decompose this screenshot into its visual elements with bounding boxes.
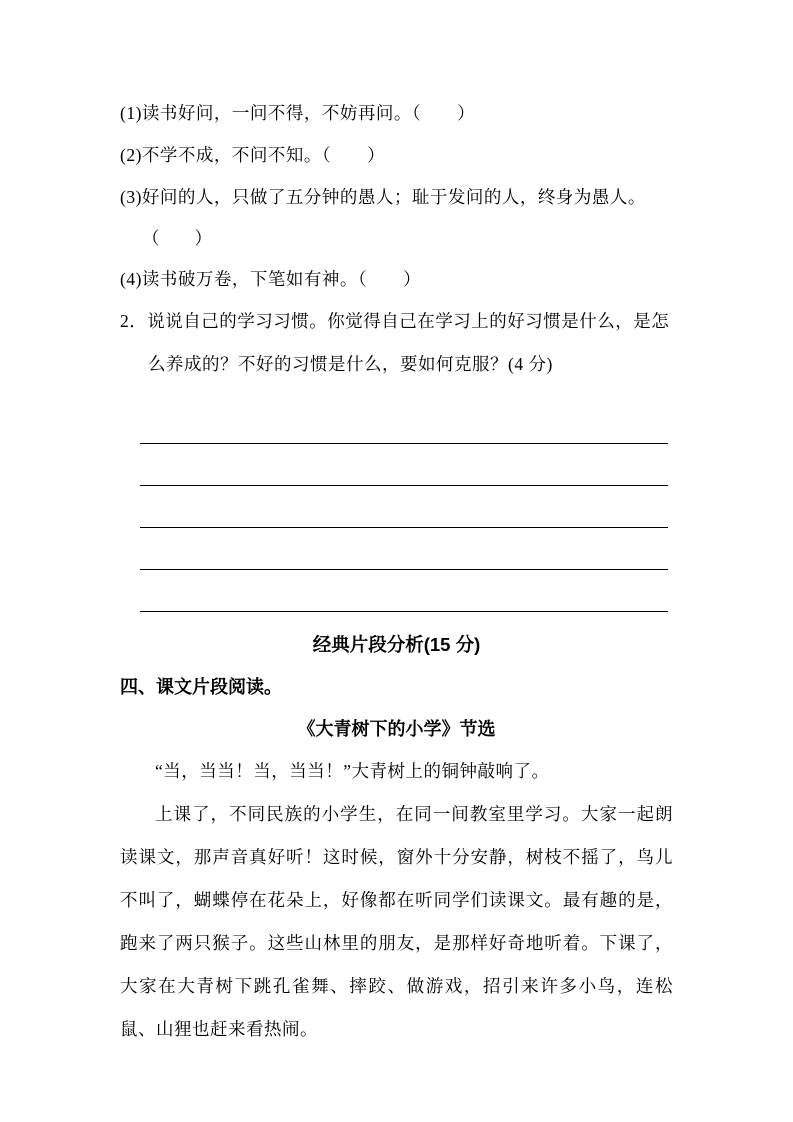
question-2: 2．说说自己的学习习惯。你觉得自己在学习上的好习惯是什么，是怎么养成的？不好的习惯是什么，要如何克服？(4 分): [120, 311, 670, 374]
excerpt-paragraph-2: 上课了，不同民族的小学生，在同一间教室里学习。大家一起朗读课文，那声音真好听！这时候，窗外十分安静，树枝不摇了，鸟儿不叫了，蝴蝶停在花朵上，好像都在听同学们读课文。最有趣的是，跑来了两只猴子。这些山林里的朋友，是那样好奇地听着。下课了，大家在大青树下跳孔雀舞、摔跤、做游戏，招引来许多小鸟，连松鼠、山狸也赶来看热闹。: [120, 804, 673, 1039]
quote-item-4: (4)读书破万卷，下笔如有神。（ ）: [120, 269, 422, 289]
quote-item-3-answer-blank: （ ）: [142, 228, 212, 248]
section-four-title: 四、课文片段阅读。: [120, 677, 282, 697]
answer-line: [140, 486, 668, 528]
section-heading: 经典片段分析(15 分): [312, 634, 481, 655]
answer-line: [140, 402, 668, 444]
quote-item-1: (1)读书好问，一问不得，不妨再问。（ ）: [120, 103, 476, 123]
excerpt-paragraph-1: “当，当当！当，当当！”大青树上的铜钟敲响了。: [155, 761, 550, 781]
excerpt-title: 《大青树下的小学》节选: [297, 719, 496, 739]
answer-line: [140, 570, 668, 612]
answer-lines-area: [120, 402, 673, 612]
answer-line: [140, 444, 668, 486]
quote-item-3: (3)好问的人，只做了五分钟的愚人；耻于发问的人，终身为愚人。: [120, 187, 646, 207]
answer-line: [140, 528, 668, 570]
quote-item-2: (2)不学不成，不问不知。（ ）: [120, 145, 386, 165]
